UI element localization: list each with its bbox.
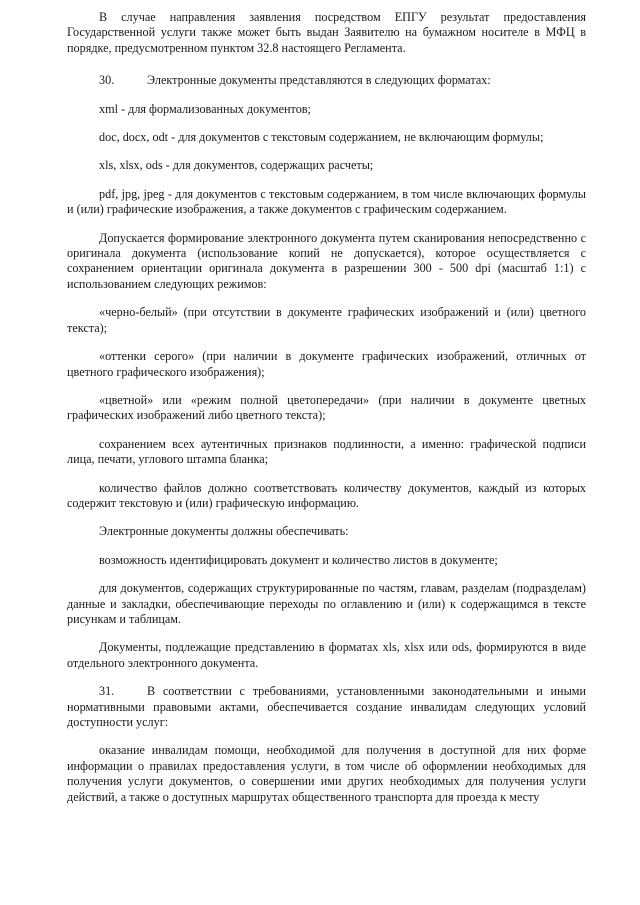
- paragraph-mode-color: «цветной» или «режим полной цветопередачи» (при наличии в документе цветных графических изображений либо цветного текста);: [67, 392, 586, 423]
- paragraph-format-pdf: pdf, jpg, jpeg - для документов с текстовым содержанием, в том числе включающих формулы и (или) графические изображения, а также документов с графическим содержанием.: [67, 186, 586, 217]
- paragraph-format-xls: xls, xlsx, ods - для документов, содержащих расчеты;: [99, 158, 374, 173]
- paragraph-format-xml: xml - для формализованных документов;: [99, 101, 311, 116]
- paragraph-31-heading: [67, 684, 586, 730]
- paragraph-format-doc: doc, docx, odt - для документов с текстовым содержанием, не включающим формулы;: [99, 130, 544, 145]
- paragraph-mode-bw: «черно-белый» (при отсутствии в документе графических изображений и (или) цветного текста);: [67, 305, 586, 335]
- paragraph-structured: для документов, содержащих структурированные по частям, главам, разделам (подразделам) данные и закладки, обеспечивающие переходы по оглавлению и (или) к содержащимся в тексте рисункам и таблицам.: [67, 581, 586, 626]
- paragraph-must-provide: Электронные документы должны обеспечивать:: [99, 524, 349, 539]
- paragraph-30-text: Электронные документы представляются в следующих форматах:: [147, 73, 491, 88]
- paragraph-scanning: Допускается формирование электронного документа путем сканирования непосредственно с оригинала документа (использование копий не допускается), которое осуществляется с сохранением ориентации оригинала документа в разрешении 300 - 500 dpi (масштаб 1:1) с использованием следующих режимов:: [67, 230, 586, 291]
- paragraph-spreadsheets: Документы, подлежащие представлению в форматах xls, xlsx или ods, формируются в виде отдельного электронного документа.: [67, 640, 586, 670]
- item-number-31: 31.: [99, 684, 115, 699]
- item-number-30: 30.: [99, 73, 115, 88]
- paragraph-file-count: количество файлов должно соответствовать количеству документов, каждый из которых содержит текстовую и (или) графическую информацию.: [67, 480, 586, 510]
- document-page: [67, 10, 586, 805]
- paragraph-30-heading: [67, 73, 586, 88]
- paragraph-mode-gray: «оттенки серого» (при наличии в документе графических изображений, отличных от цветного графического изображения);: [67, 349, 586, 379]
- paragraph-assistance: оказание инвалидам помощи, необходимой для получения в доступной для них форме информации о правилах предоставления услуги, в том числе об оформлении необходимых для получения услуги документов, о совершении ими других необходимых для получения услуги действий, а также о доступных маршрутах общественного транспорта для проезда к месту: [67, 743, 586, 804]
- paragraph-31-text: В соответствии с требованиями, установленными законодательными и иными нормативными правовыми актами, обеспечивается создание инвалидам следующих условий доступности услуг:: [67, 684, 586, 729]
- paragraph-authenticity: сохранением всех аутентичных признаков подлинности, а именно: графической подписи лица, печати, углового штампа бланка;: [67, 436, 586, 467]
- paragraph-identify: возможность идентифицировать документ и количество листов в документе;: [99, 552, 498, 567]
- paragraph-epgu-result: В случае направления заявления посредством ЕПГУ результат предоставления Государственной услуги также может быть выдан Заявителю на бумажном носителе в МФЦ в порядке, предусмотренном пунктом 32.8 настоящего Регламента.: [67, 10, 586, 55]
